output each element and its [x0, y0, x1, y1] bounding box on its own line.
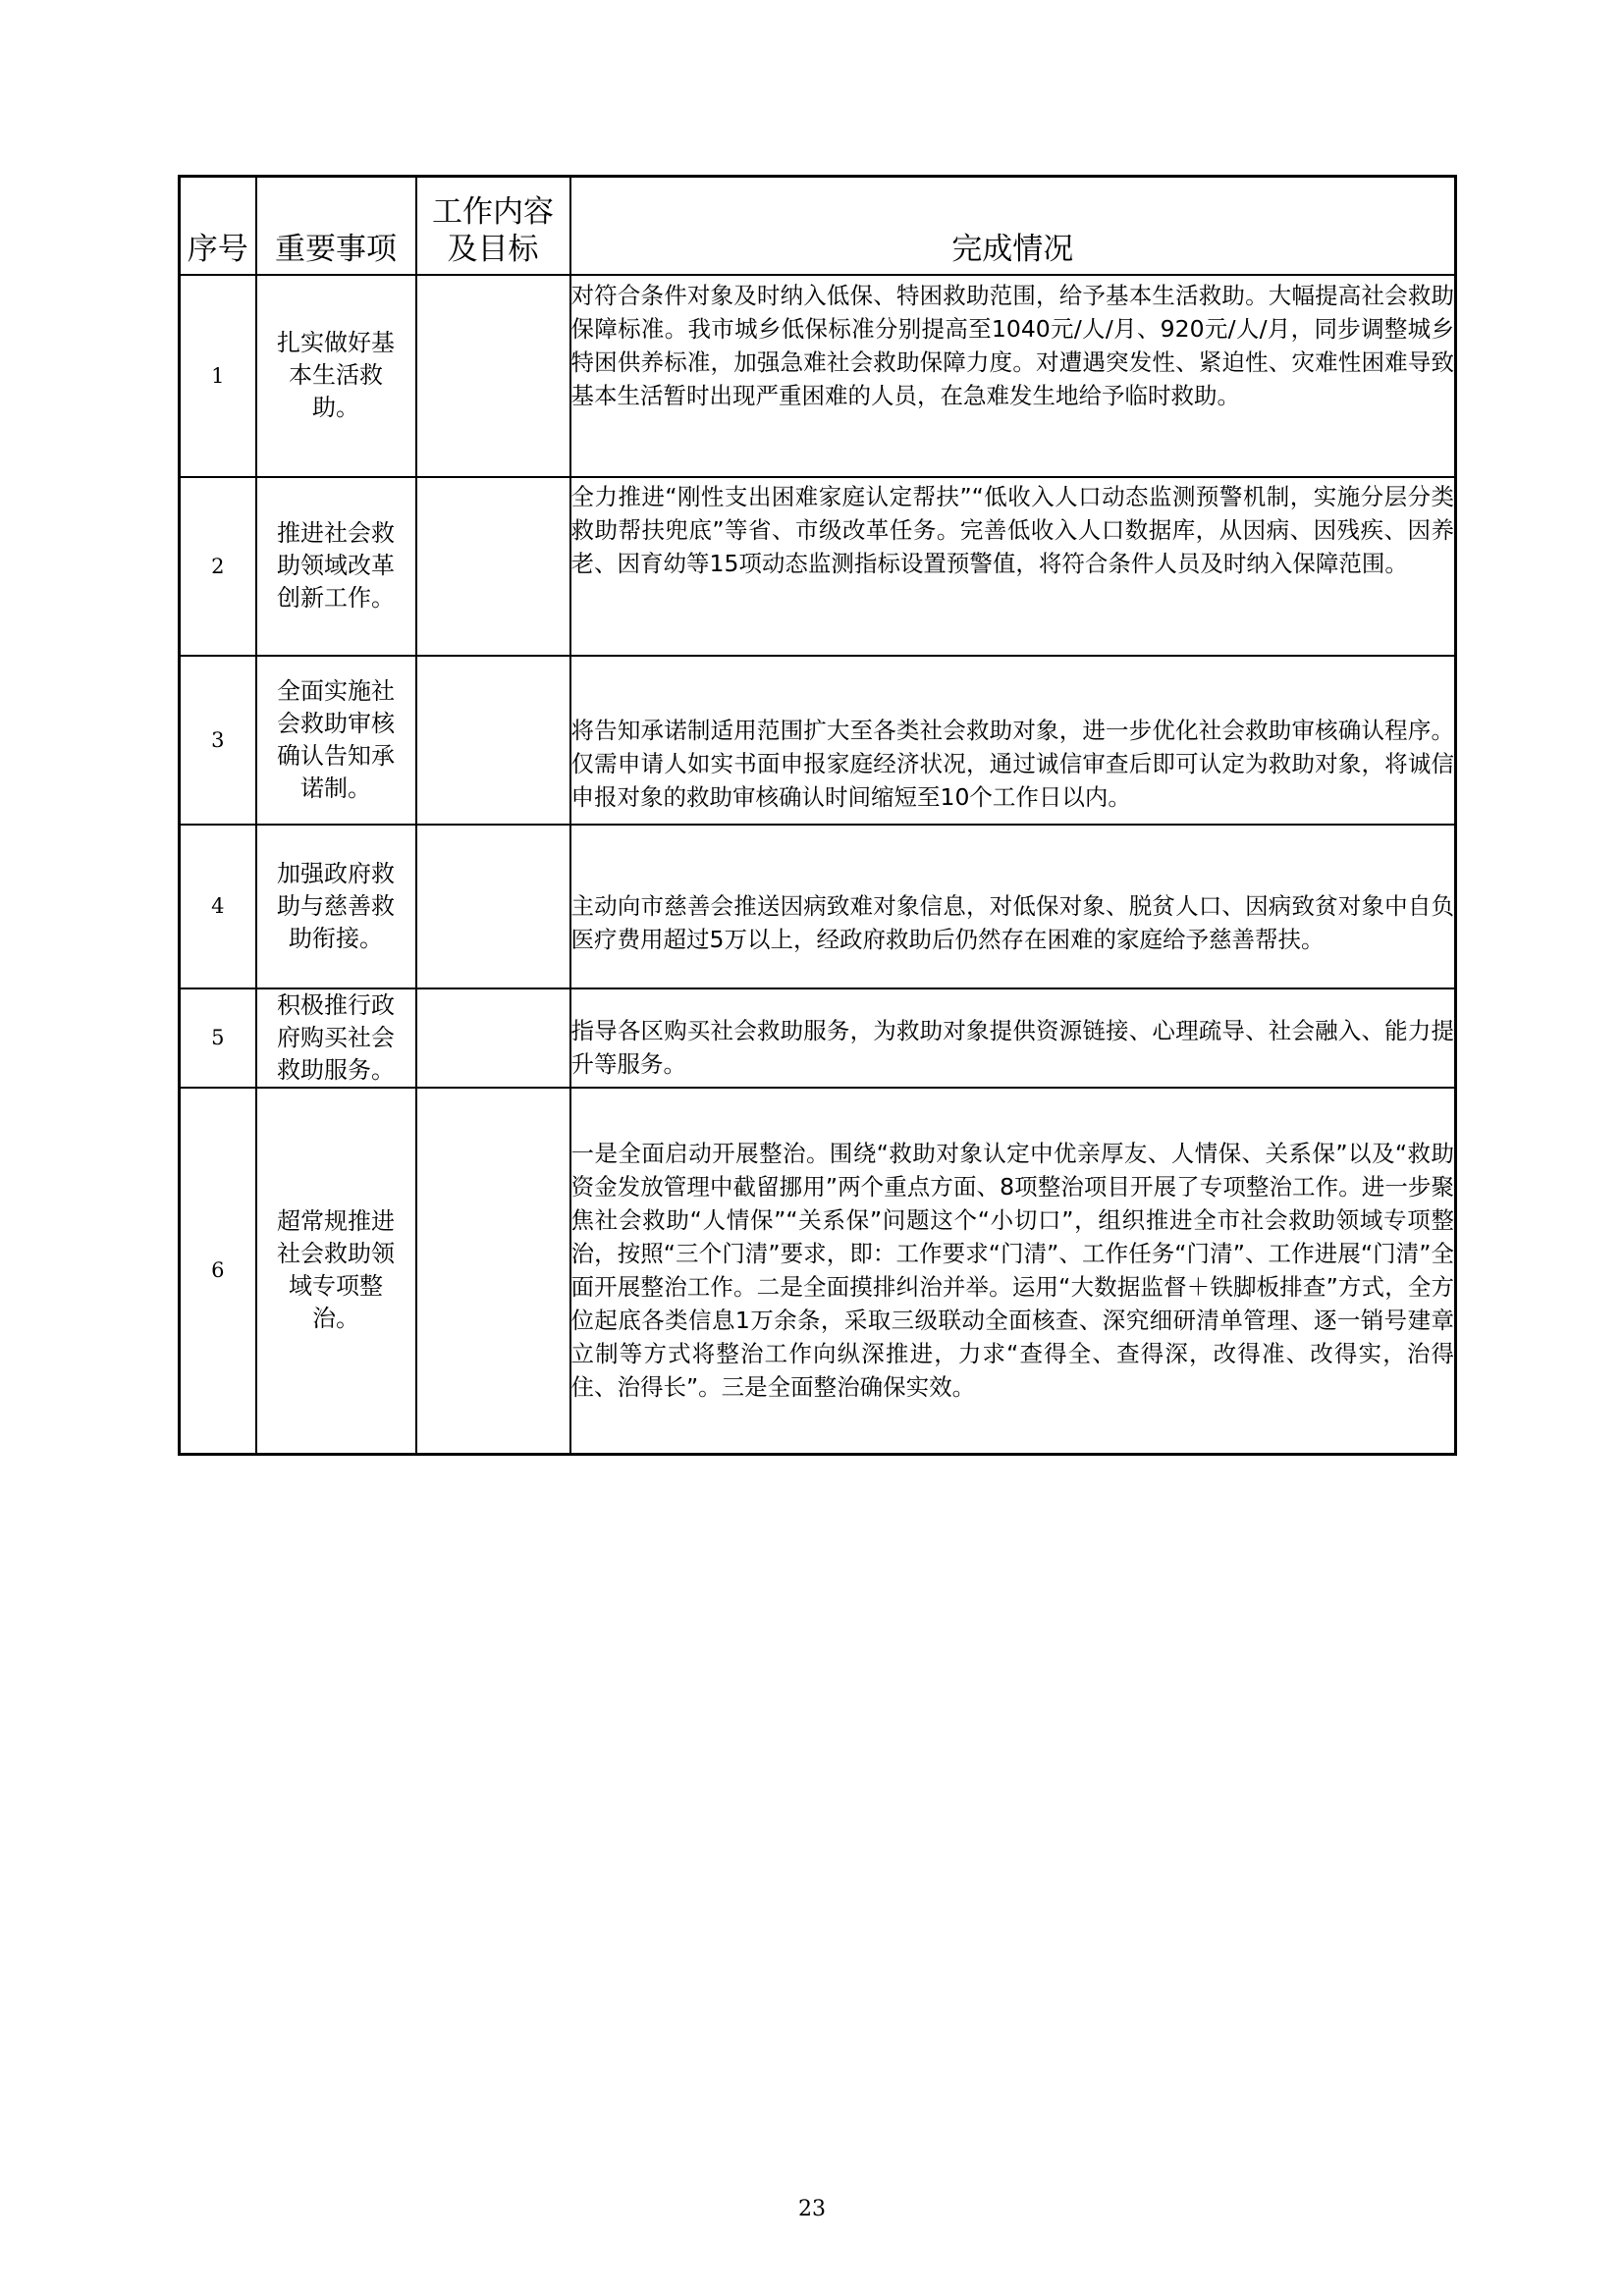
row-goal [416, 656, 570, 825]
row-item-text: 超常规推进社会救助领域专项整治。 [277, 1207, 395, 1333]
header-row [180, 177, 1456, 275]
row-result [570, 825, 1456, 988]
row-number: 2 [180, 477, 256, 656]
row-number: 6 [180, 1088, 256, 1455]
work-summary-table [178, 175, 1457, 1456]
row-result [570, 275, 1456, 477]
header-result: 完成情况 [570, 177, 1456, 275]
row-goal [416, 1088, 570, 1455]
row-item [256, 988, 416, 1088]
row-number: 4 [180, 825, 256, 988]
row-goal [416, 988, 570, 1088]
row-result [570, 988, 1456, 1088]
row-result-text: 一是全面启动开展整治。围绕“救助对象认定中优亲厚友、人情保、关系保”以及“救助资金发放管理中截留挪用”两个重点方面、8项整治项目开展了专项整治工作。进一步聚焦社会救助“人情保”“关系保”问题这个“小切口”，组织推进全市社会救助领域专项整治，按照“三个门清”要求，即：工作要求“门清”、工作任务“门清”、工作进展“门清”全面开展整治工作。二是全面摸排纠治并举。运用“大数据监督＋铁脚板排查”方式，全方位起底各类信息1万余条，采取三级联动全面核查、深究细研清单管理、逐一销号建章立制等方式将整治工作向纵深推进，力求“查得全、查得深，改得准、改得实，治得住、治得长”。三是全面整治确保实效。 [570, 1140, 1454, 1402]
table-row [180, 988, 1456, 1088]
row-result [570, 656, 1456, 825]
page-number: 23 [798, 2197, 826, 2221]
row-result [570, 477, 1456, 656]
row-item-text: 推进社会救助领域改革创新工作。 [277, 519, 395, 612]
row-number: 5 [180, 988, 256, 1088]
header-no: 序号 [180, 177, 256, 275]
table-row [180, 477, 1456, 656]
header-content-line1: 工作内容 [432, 193, 554, 230]
row-number: 1 [180, 275, 256, 477]
row-item [256, 275, 416, 477]
row-result-text: 将告知承诺制适用范围扩大至各类社会救助对象，进一步优化社会救助审核确认程序。仅需申请人如实书面申报家庭经济状况，通过诚信审查后即可认定为救助对象，将诚信申报对象的救助审核确认时间缩短至10个工作日以内。 [570, 716, 1454, 811]
row-item-text: 加强政府救助与慈善救助衔接。 [277, 859, 395, 952]
table-row [180, 656, 1456, 825]
table-row [180, 1088, 1456, 1455]
table-row [180, 275, 1456, 477]
header-item: 重要事项 [256, 177, 416, 275]
row-goal [416, 275, 570, 477]
header-content [416, 177, 570, 275]
row-result [570, 1088, 1456, 1455]
row-goal [416, 825, 570, 988]
row-item-text: 积极推行政府购买社会救助服务。 [277, 990, 395, 1084]
header-content-line2: 及目标 [447, 231, 539, 267]
row-item-text: 扎实做好基本生活救助。 [277, 329, 395, 421]
row-item [256, 1088, 416, 1455]
row-item [256, 477, 416, 656]
row-result-text: 指导各区购买社会救助服务，为救助对象提供资源链接、心理疏导、社会融入、能力提升等服务。 [570, 1016, 1454, 1078]
table-row [180, 825, 1456, 988]
row-result-text: 对符合条件对象及时纳入低保、特困救助范围，给予基本生活救助。大幅提高社会救助保障标准。我市城乡低保标准分别提高至1040元/人/月、920元/人/月，同步调整城乡特困供养标准，加强急难社会救助保障力度。对遭遇突发性、紧迫性、灾难性困难导致基本生活暂时出现严重困难的人员，在急难发生地给予临时救助。 [570, 281, 1454, 409]
row-item-text: 全面实施社会救助审核确认告知承诺制。 [277, 676, 395, 802]
row-goal [416, 477, 570, 656]
row-number: 3 [180, 656, 256, 825]
row-item [256, 656, 416, 825]
row-item [256, 825, 416, 988]
row-result-text: 全力推进“刚性支出困难家庭认定帮扶”“低收入人口动态监测预警机制，实施分层分类救助帮扶兜底”等省、市级改革任务。完善低收入人口数据库，从因病、因残疾、因养老、因育幼等15项动态监测指标设置预警值，将符合条件人员及时纳入保障范围。 [570, 482, 1454, 577]
row-result-text: 主动向市慈善会推送因病致难对象信息，对低保对象、脱贫人口、因病致贫对象中自负医疗费用超过5万以上，经政府救助后仍然存在困难的家庭给予慈善帮扶。 [570, 891, 1454, 953]
